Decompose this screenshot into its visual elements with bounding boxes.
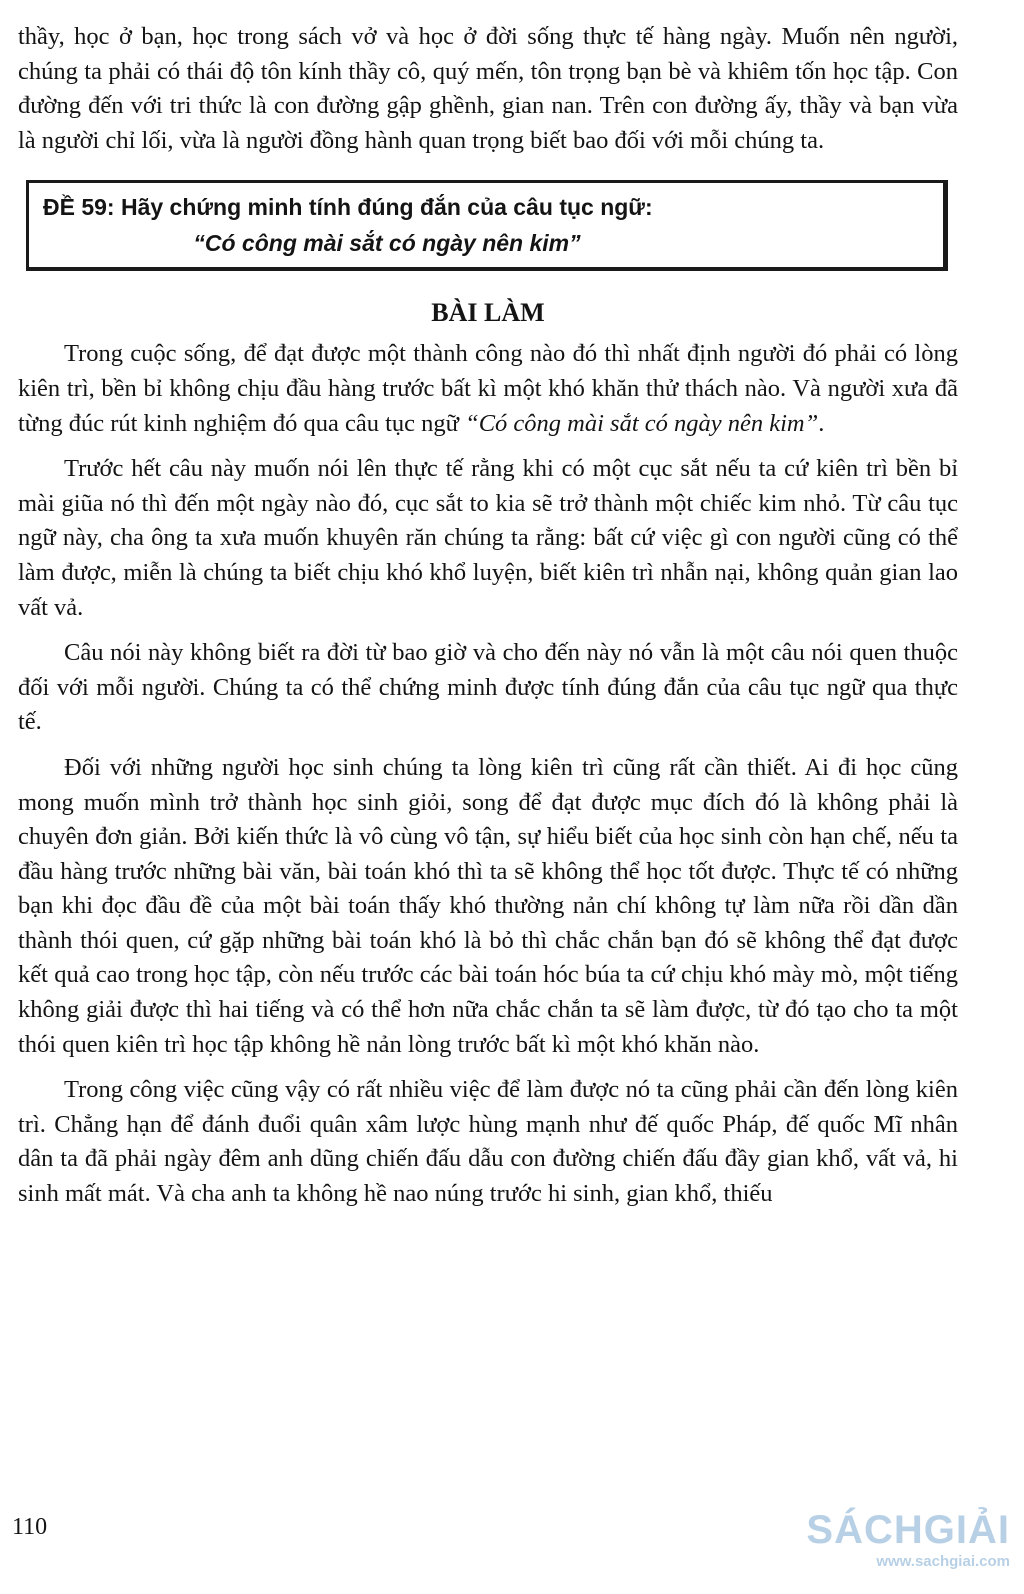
exercise-proverb: “Có công mài sắt có ngày nên kim” xyxy=(193,230,581,257)
body-paragraph-5: Trong công việc cũng vậy có rất nhiều việc để làm được nó ta cũng phải cần đến lòng kiên trì. Chẳng hạn để đánh đuổi quân xâm lược hùng mạnh như đế quốc Pháp, đế quốc Mĩ nhân dân ta đã phải ngày đêm anh dũng chiến đấu dẫu con đường chiến đấu đầy gian khổ, vất vả, hi sinh mất mát. Và cha anh ta không hề nao núng trước hi sinh, gian khổ, thiếu xyxy=(18,1076,958,1208)
body-paragraph-2: Trước hết câu này muốn nói lên thực tế rằng khi có một cục sắt nếu ta cứ kiên trì bền bỉ mài giũa nó thì đến một ngày nào đó, cục sắt to kia sẽ trở thành một chiếc kim nhỏ. Từ câu tục ngữ này, cha ông ta xưa muốn khuyên răn chúng ta rằng: bất cứ việc gì con người cũng có thể làm được, miễn là chúng ta biết chịu khó khổ luyện, biết kiên trì nhẫn nại, không quản gian lao vất vả. xyxy=(18,455,958,621)
watermark-logo-text: SÁCHGIẢI xyxy=(806,1508,1010,1552)
exercise-title: ĐỀ 59: Hãy chứng minh tính đúng đắn của câu tục ngữ: xyxy=(43,194,653,221)
exercise-prompt-box xyxy=(26,180,948,271)
body-paragraph-3: Câu nói này không biết ra đời từ bao giờ và cho đến này nó vẫn là một câu nói quen thuộc đối với mỗi người. Chúng ta có thể chứng minh được tính đúng đắn của câu tục ngữ qua thực tế. xyxy=(18,639,958,736)
proverb-quote: “Có công mài sắt có ngày nên kim” xyxy=(465,409,819,437)
paragraph-end: . xyxy=(818,409,825,437)
watermark-logo xyxy=(806,1508,1010,1572)
intro-paragraph: thầy, học ở bạn, học trong sách vở và học ở đời sống thực tế hàng ngày. Muốn nên người, chúng ta phải có thái độ tôn kính thầy cô, quý mến, tôn trọng bạn bè và khiêm tốn học tập. Con đường đến với tri thức là con đường gập ghềnh, gian nan. Trên con đường ấy, thầy và bạn vừa là người chỉ lối, vừa là người đồng hành quan trọng biết bao đối với mỗi chúng ta. xyxy=(18,23,958,154)
watermark-url: www.sachgiai.com xyxy=(876,1553,1010,1570)
body-paragraph-4: Đối với những người học sinh chúng ta lòng kiên trì cũng rất cần thiết. Ai đi học cũng mong muốn mình trở thành học sinh giỏi, song để đạt được mục đích đó là không phải là chuyên đơn giản. Bởi kiến thức là vô cùng vô tận, sự hiểu biết của học sinh còn hạn chế, nếu ta đầu hàng trước những bài văn, bài toán khó thì ta sẽ không thể học tốt được. Thực tế có những bạn khi đọc đầu đề của một bài toán thấy khó thường nản chí không tự làm nữa rồi dần dần thành thói quen, cứ gặp những bài toán khó là bỏ thì chắc chắn bạn đó sẽ không thể đạt được kết quả cao trong học tập, còn nếu trước các bài toán hóc búa ta cứ chịu khó mày mò, một tiếng không giải được thì hai tiếng và có thể hơn nữa chắc chắn ta sẽ làm được, từ đó tạo cho ta một thói quen kiên trì học tập không hề nản lòng trước bất kì một khó khăn nào. xyxy=(18,753,958,1058)
section-heading: BÀI LÀM xyxy=(431,298,545,328)
page-number: 110 xyxy=(12,1514,48,1540)
book-page xyxy=(18,20,958,1223)
paragraph-text: Trong cuộc sống, để đạt được một thành công nào đó thì nhất định người đó phải có lòng kiên trì, bền bỉ không chịu đầu hàng trước bất kì một khó khăn thử thách nào. Và người xưa đã từng đúc rút kinh nghiệm đó qua câu tục ngữ xyxy=(18,340,958,437)
body-paragraph-1 xyxy=(18,337,958,441)
